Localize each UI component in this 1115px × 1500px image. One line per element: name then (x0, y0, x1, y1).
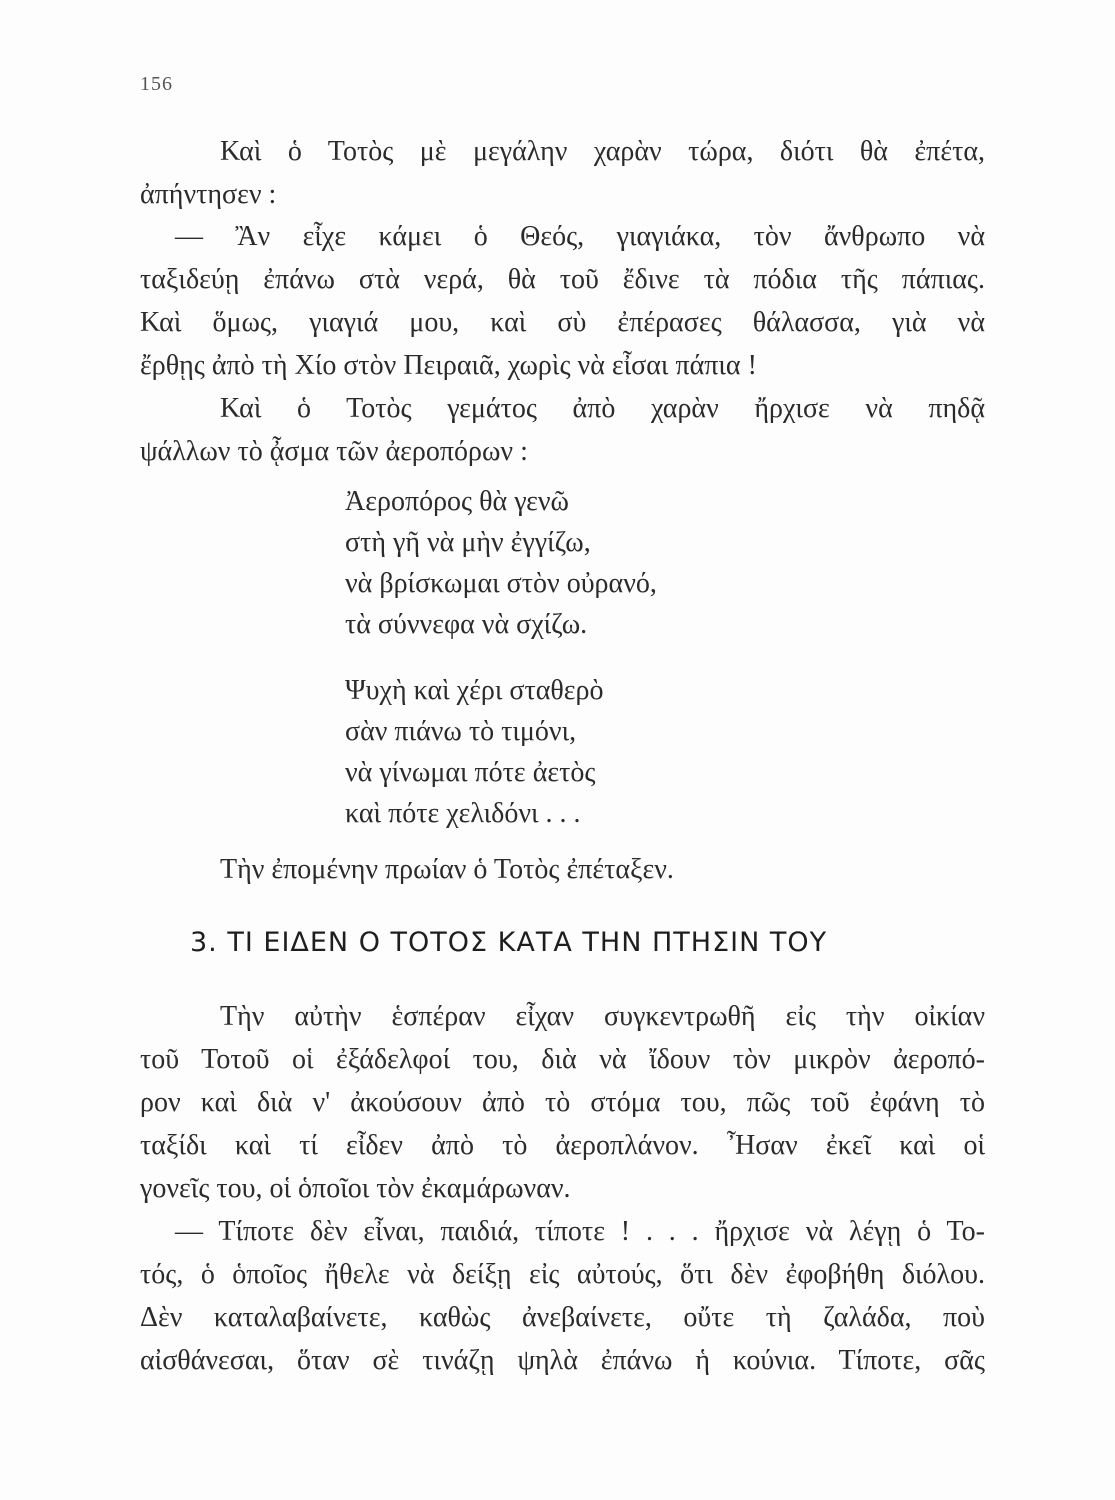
poem-stanza-1-line-2: στὴ γῆ νὰ μὴν ἐγγίζω, (345, 527, 591, 558)
paragraph-5-line-1: Τὴν αὐτὴν ἑσπέραν εἶχαν συγκεντρωθῆ εἰς τὴν οἰκίαν (220, 1001, 985, 1032)
paragraph-2-line-1: — Ἂν εἶχε κάμει ὁ Θεός, γιαγιάκα, τὸν ἄνθρωπο νὰ (175, 221, 985, 252)
paragraph-5-line-5: γονεῖς του, οἱ ὁποῖοι τὸν ἐκαμάρωναν. (140, 1173, 571, 1204)
poem-stanza-2-line-4: καὶ πότε χελιδόνι . . . (345, 798, 581, 829)
poem-stanza-2-line-3: νὰ γίνωμαι πότε ἀετὸς (345, 757, 596, 788)
poem-stanza-1-line-1: Ἀεροπόρος θὰ γενῶ (345, 486, 569, 517)
paragraph-5-line-2: τοῦ Τοτοῦ οἱ ἐξάδελφοί του, διὰ νὰ ἴδουν τὸν μικρὸν ἀεροπό- (140, 1044, 985, 1075)
section-heading: 3. ΤΙ ΕΙΔΕΝ Ο ΤΟΤΟΣ ΚΑΤΑ ΤΗΝ ΠΤΗΣΙΝ ΤΟΥ (190, 927, 828, 958)
poem-stanza-1-line-4: τὰ σύννεφα νὰ σχίζω. (345, 609, 588, 640)
paragraph-5-line-4: ταξίδι καὶ τί εἶδεν ἀπὸ τὸ ἀεροπλάνον. Ἦσαν ἐκεῖ καὶ οἱ (140, 1130, 985, 1161)
paragraph-2-line-4: ἔρθῃς ἀπὸ τὴ Χίο στὸν Πειραιᾶ, χωρὶς νὰ εἶσαι πάπια ! (140, 350, 757, 381)
paragraph-6-line-2: τός, ὁ ὁποῖος ἤθελε νὰ δείξῃ εἰς αὐτούς, ὅτι δὲν ἐφοβήθη διόλου. (140, 1259, 985, 1290)
poem-stanza-1-line-3: νὰ βρίσκωμαι στὸν οὐρανό, (345, 568, 657, 599)
paragraph-2-line-3: Καὶ ὅμως, γιαγιά μου, καὶ σὺ ἐπέρασες θάλασσα, γιὰ νὰ (140, 307, 985, 338)
paragraph-6-line-1: — Τίποτε δὲν εἶναι, παιδιά, τίποτε ! . . . ἤρχισε νὰ λέγῃ ὁ Το- (175, 1216, 985, 1247)
paragraph-6-line-4: αἰσθάνεσαι, ὅταν σὲ τινάζῃ ψηλὰ ἐπάνω ἡ κούνια. Τίποτε, σᾶς (140, 1345, 985, 1376)
paragraph-4-line-1: Τὴν ἐπομένην πρωίαν ὁ Τοτὸς ἐπέταξεν. (220, 854, 674, 885)
paragraph-5-line-3: ρον καὶ διὰ ν' ἀκούσουν ἀπὸ τὸ στόμα του, πῶς τοῦ ἐφάνη τὸ (140, 1087, 985, 1118)
paragraph-3-line-2: ψάλλων τὸ ᾆσμα τῶν ἀεροπόρων : (140, 436, 528, 467)
paragraph-3-line-1: Καὶ ὁ Τοτὸς γεμάτος ἀπὸ χαρὰν ἤρχισε νὰ πηδᾷ (220, 393, 985, 424)
paragraph-2-line-2: ταξιδεύῃ ἐπάνω στὰ νερά, θὰ τοῦ ἔδινε τὰ πόδια τῆς πάπιας. (140, 264, 985, 295)
poem-stanza-2-line-1: Ψυχὴ καὶ χέρι σταθερὸ (345, 675, 604, 706)
poem-stanza-2-line-2: σὰν πιάνω τὸ τιμόνι, (345, 716, 577, 747)
paragraph-1-line-1: Καὶ ὁ Τοτὸς μὲ μεγάλην χαρὰν τώρα, διότι θὰ ἐπέτα, (220, 136, 985, 167)
paragraph-6-line-3: Δὲν καταλαβαίνετε, καθὼς ἀνεβαίνετε, οὔτε τὴ ζαλάδα, ποὺ (140, 1302, 985, 1333)
page-number: 156 (140, 73, 173, 95)
paragraph-1-line-2: ἀπήντησεν : (140, 179, 277, 210)
